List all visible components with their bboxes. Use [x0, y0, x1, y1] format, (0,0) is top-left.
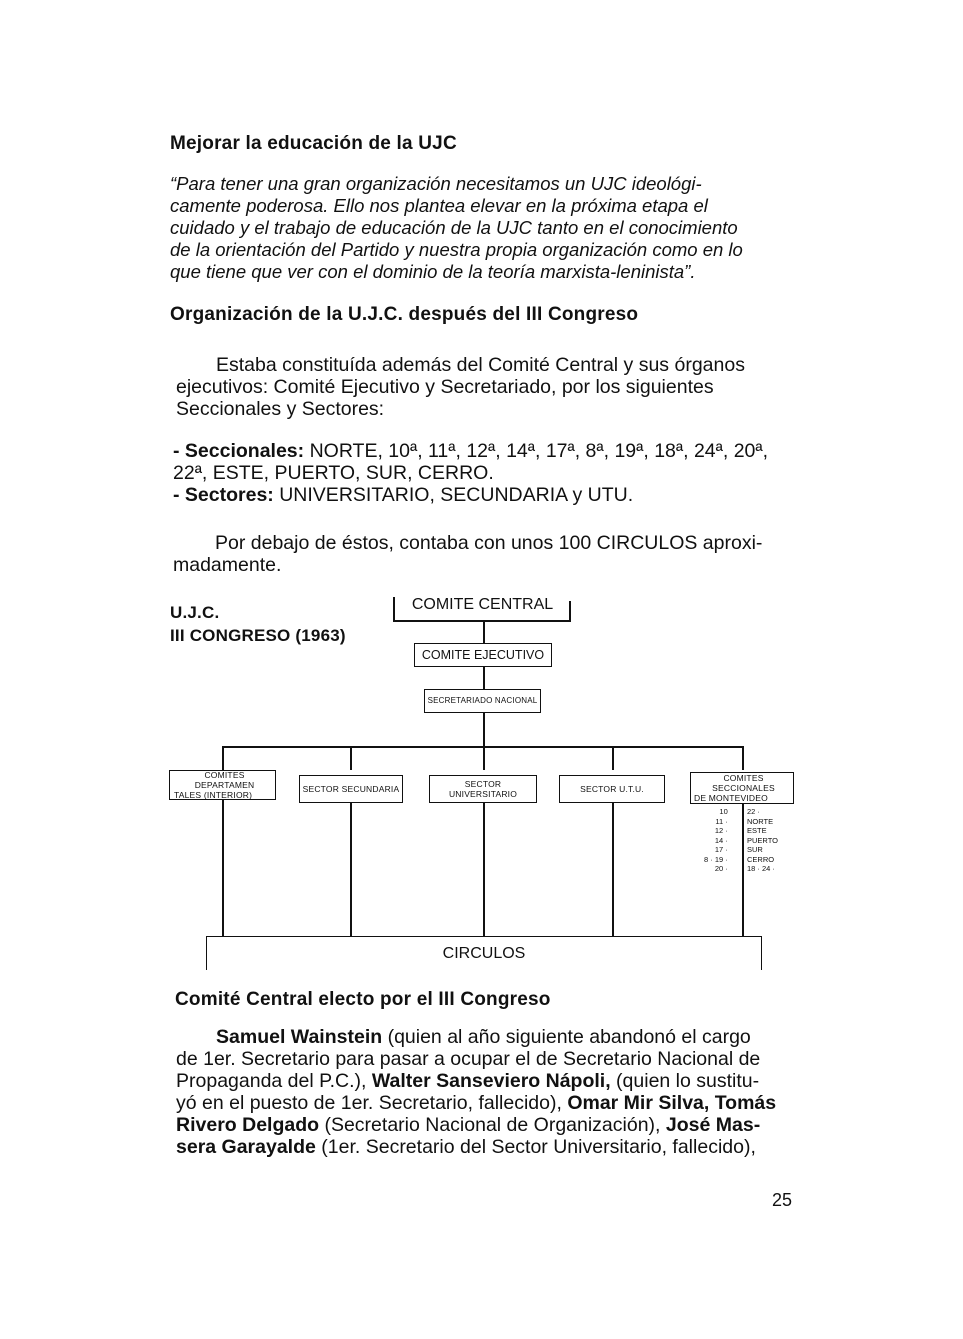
box-line: TALES (INTERIOR) — [174, 790, 253, 800]
text-span: (quien al año siguiente abandonó el cargo — [382, 1026, 751, 1048]
member-name: sera Garayalde — [176, 1136, 316, 1158]
sectores-values: UNIVERSITARIO, SECUNDARIA y UTU. — [279, 484, 634, 506]
section-heading-educacion: Mejorar la educación de la UJC — [170, 133, 457, 154]
seccionales-label: - Seccionales: — [173, 440, 305, 462]
secretariado-box: SECRETARIADO NACIONAL — [424, 689, 541, 713]
box-line: COMITES DEPARTAMEN — [194, 770, 255, 790]
text-span: (quien lo sustitu- — [610, 1070, 760, 1092]
quote-line: camente poderosa. Ello nos plantea elevar en la próxima etapa el — [170, 195, 708, 216]
text-line: Por debajo de éstos, contaba con unos 100 CIRCULOS aproxi- — [215, 532, 763, 554]
quote-line: que tiene que ver con el dominio de la teoría marxista-leninista”. — [170, 261, 696, 282]
comites-seccionales-box — [690, 772, 794, 804]
quote-paragraph — [170, 173, 793, 283]
seccionales-values-cont: 22ª, ESTE, PUERTO, SUR, CERRO. — [173, 462, 494, 484]
sector-utu-box: SECTOR U.T.U. — [559, 775, 665, 803]
box-line: DE MONTEVIDEO — [694, 793, 768, 803]
paragraph-constitucion — [176, 354, 796, 420]
text-span: Propaganda del P.C.), — [176, 1070, 372, 1092]
seccionales-list-left: 10 11 · 12 · 14 · 17 · 8 · 19 · 20 · — [704, 807, 728, 873]
text-span: (Secretario Nacional de Organización), — [319, 1114, 666, 1136]
sector-secundaria-box: SECTOR SECUNDARIA — [299, 775, 403, 803]
chart-title: U.J.C. — [170, 603, 220, 622]
paragraph-miembros — [176, 1026, 796, 1158]
section-heading-organizacion: Organización de la U.J.C. después del III Congreso — [170, 304, 639, 325]
quote-line: cuidado y el trabajo de educación de la UJC tanto en el conocimiento — [170, 217, 738, 238]
section-heading-comite-central: Comité Central electo por el III Congreso — [175, 989, 551, 1010]
quote-line: “Para tener una gran organización necesitamos un UJC ideológi- — [170, 173, 702, 194]
text-span: (1er. Secretario del Sector Universitario, fallecido), — [315, 1136, 756, 1158]
text-line: ejecutivos: Comité Ejecutivo y Secretariado, por los siguientes — [176, 376, 714, 398]
text-line: Estaba constituída además del Comité Central y sus órganos — [216, 354, 745, 376]
comite-central-label: COMITE CENTRAL — [411, 596, 554, 613]
box-line: COMITES SECCIONALES — [712, 773, 775, 793]
circulos-box: CIRCULOS — [206, 936, 762, 970]
text-line: Seccionales y Sectores: — [176, 398, 385, 420]
chart-subtitle: III CONGRESO (1963) — [170, 626, 346, 645]
seccionales-values: NORTE, 10ª, 11ª, 12ª, 14ª, 17ª, 8ª, 19ª, 18ª, 24ª, 20ª, — [309, 440, 769, 462]
text-line: madamente. — [173, 554, 282, 576]
quote-line: de la orientación del Partido y nuestra propia organización como en lo — [170, 239, 743, 260]
seccionales-list — [173, 440, 798, 506]
sector-universitario-box: SECTOR UNIVERSITARIO — [429, 775, 537, 803]
member-name: Walter Sanseviero Nápoli, — [371, 1070, 611, 1092]
member-name: José Mas- — [665, 1114, 761, 1136]
member-name: Rivero Delgado — [176, 1114, 320, 1136]
text-span: yó en el puesto de 1er. Secretario, fallecido), — [176, 1092, 568, 1114]
comites-departamentales-box — [169, 770, 276, 800]
paragraph-circulos — [173, 532, 798, 576]
sectores-label: - Sectores: — [173, 484, 274, 506]
member-name: Omar Mir Silva, Tomás — [567, 1092, 777, 1114]
member-name: Samuel Wainstein — [216, 1026, 383, 1048]
text-line: de 1er. Secretario para pasar a ocupar el de Secretario Nacional de — [176, 1048, 761, 1070]
page-number: 25 — [772, 1190, 793, 1210]
comite-ejecutivo-box: COMITE EJECUTIVO — [414, 643, 552, 667]
seccionales-list-right: 22 · NORTE ESTE PUERTO SUR CERRO 18 · 24 · — [747, 807, 778, 873]
